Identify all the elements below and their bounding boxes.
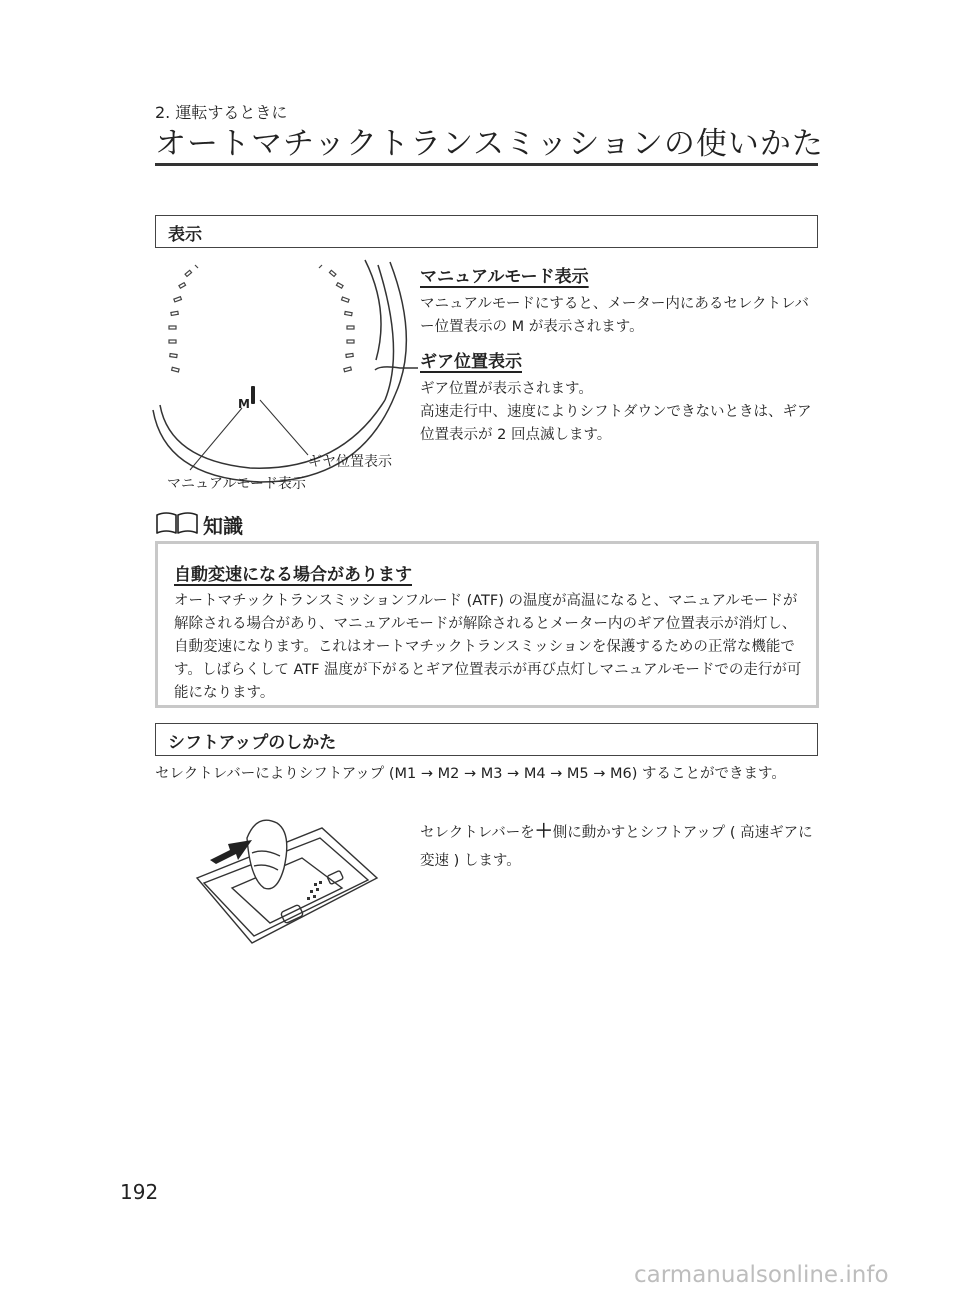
shift-up-instruction bbox=[420, 818, 818, 875]
title-divider bbox=[155, 163, 818, 166]
book-icon bbox=[155, 511, 199, 535]
shift-up-intro: セレクトレバーによりシフトアップ (M1 → M2 → M3 → M4 → M5 → M6) することができます。 bbox=[155, 766, 786, 782]
knowledge-label: 知識 bbox=[203, 514, 243, 538]
gear-position-text-1: ギア位置が表示されます。 bbox=[420, 381, 593, 397]
shift-up-instruction-pre: セレクトレバーを bbox=[420, 825, 535, 841]
section-heading-shift-up-label: シフトアップのしかた bbox=[168, 733, 337, 753]
knowledge-box-heading: 自動変速になる場合があります bbox=[174, 565, 412, 585]
plus-symbol: ＋ bbox=[534, 821, 553, 842]
manual-mode-heading: マニュアルモード表示 bbox=[420, 267, 589, 287]
page-title: オートマチックトランスミッションの使いかた bbox=[155, 126, 824, 162]
section-heading-display-label: 表示 bbox=[168, 225, 202, 245]
knowledge-box-text: オートマチックトランスミッションフルード (ATF) の温度が高温になると、マニュアルモードが解除される場合があり、マニュアルモードが解除されるとメーター内のギア位置表示が消灯し、自動変速になります。これはオートマチックトランスミッションを保護するための正常な機能です。しばらくして ATF 温度が下がるとギア位置表示が再び点灯しマニュアルモードでの走行が可能になります。 bbox=[174, 593, 802, 701]
meter-gear-indicator bbox=[251, 386, 255, 404]
shift-direction-arrow bbox=[210, 840, 252, 864]
manual-mode-text: マニュアルモードにすると、メーター内にあるセレクトレバー位置表示の M が表示されます。 bbox=[420, 296, 810, 335]
gear-position-text-2: 高速走行中、速度によりシフトダウンできないときは、ギア位置表示が 2 回点滅します。 bbox=[420, 404, 812, 443]
shift-up-instruction-post: 側に動かすとシフトアップ ( 高速ギアに変速 ) します。 bbox=[420, 825, 813, 869]
meter-m-indicator: M bbox=[238, 397, 250, 411]
chapter-label: 2. 運転するときに bbox=[155, 103, 288, 122]
page-number: 192 bbox=[120, 1180, 159, 1204]
gear-position-heading: ギア位置表示 bbox=[420, 352, 522, 372]
section-heading-shift-up bbox=[155, 723, 818, 756]
callout-gear-position: ギヤ位置表示 bbox=[308, 454, 392, 470]
callout-manual-mode: マニュアルモード表示 bbox=[167, 476, 306, 492]
knowledge-box bbox=[155, 541, 819, 708]
shift-lever-illustration bbox=[192, 808, 392, 953]
watermark: carmanualsonline.info bbox=[634, 1262, 889, 1288]
section-heading-display bbox=[155, 215, 818, 248]
